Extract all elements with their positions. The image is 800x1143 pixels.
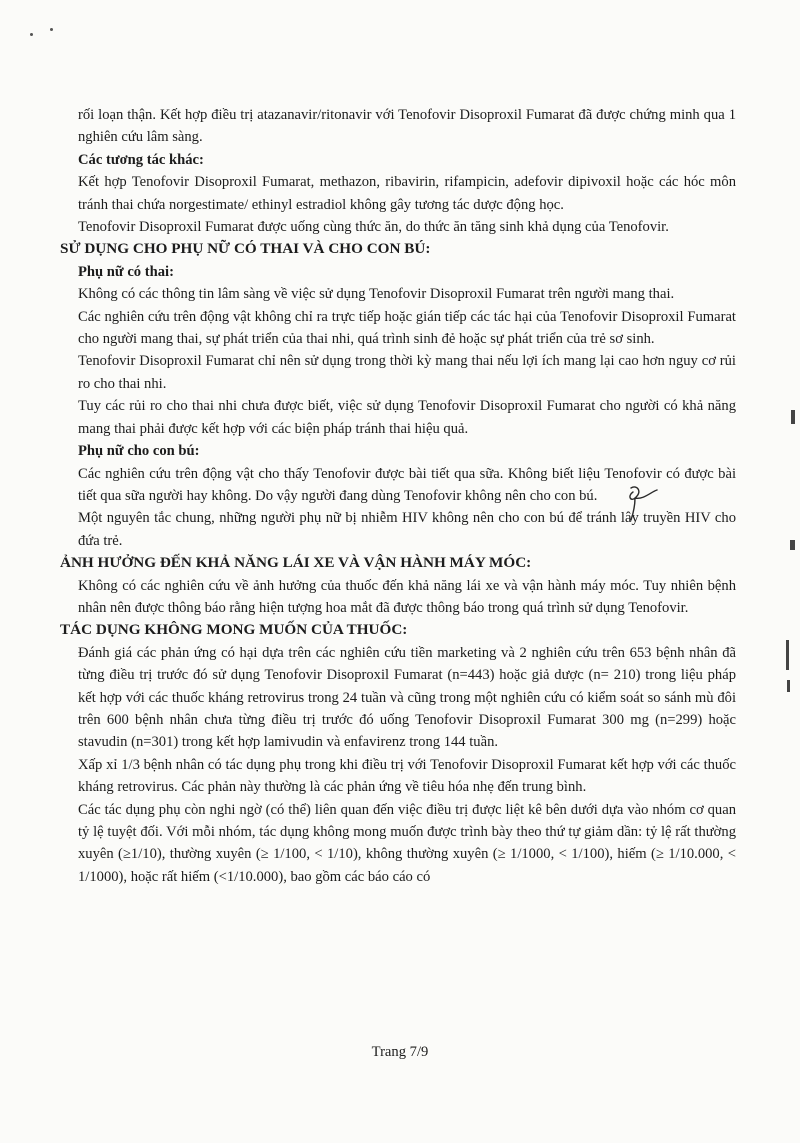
driving-section-heading: ẢNH HƯỞNG ĐẾN KHẢ NĂNG LÁI XE VÀ VẬN HÀNH MÁY MÓC: (60, 554, 532, 572)
breastfeeding-heading: Phụ nữ cho con bú: (78, 443, 200, 460)
breastfeeding-paragraph: Một nguyên tắc chung, những người phụ nữ bị nhiễm HIV không nên cho con bú để tránh lây truyền HIV cho đứa trẻ. (78, 510, 736, 549)
pregnant-women-heading: Phụ nữ có thai: (78, 263, 174, 280)
scan-edge-mark (790, 540, 795, 550)
scan-speck (30, 33, 33, 36)
scan-edge-mark (787, 680, 790, 692)
pregnant-women-paragraph: Không có các thông tin lâm sàng về việc sử dụng Tenofovir Disoproxil Fumarat trên người mang thai. (78, 286, 675, 303)
adverse-effects-heading: TÁC DỤNG KHÔNG MONG MUỐN CỦA THUỐC: (60, 621, 408, 639)
pregnant-women-paragraph: Tenofovir Disoproxil Fumarat chỉ nên sử dụng trong thời kỳ mang thai nếu lợi ích mang lại cao hơn nguy cơ rủi ro cho thai nhi. (78, 353, 736, 392)
pregnant-women-paragraph: Các nghiên cứu trên động vật không chỉ ra trực tiếp hoặc gián tiếp các tác hại của Tenofovir Disoproxil Fumarat cho người mang thai, sự phát triển của thai nhi, quá trình sinh đẻ hoặc sự phát triển của trẻ sơ sinh. (78, 308, 736, 348)
adverse-effects-paragraph: Các tác dụng phụ còn nghi ngờ (có thể) liên quan đến việc điều trị được liệt kê bên dưới dựa vào nhóm cơ quan tỷ lệ tuyệt đối. Với mỗi nhóm, tác dụng không mong muốn được trình bày theo thứ tự giảm dần: tỷ lệ rất thường xuyên (≥1/10), thường xuyên (≥ 1/100, < 1/10), không thường xuyên (≥ 1/1000, < 1/100), hiếm (≥ 1/10.000, < 1/1000), hoặc rất hiếm (<1/10.000), bao gồm các báo cáo có (78, 801, 736, 885)
adverse-effects-paragraph: Xấp xỉ 1/3 bệnh nhân có tác dụng phụ trong khi điều trị với Tenofovir Disoproxil Fumarat kết hợp với các thuốc kháng retrovirus. Các phản này thường là các phản ứng về tiêu hóa nhẹ đến trung bình. (78, 756, 736, 796)
driving-paragraph: Không có các nghiên cứu về ảnh hưởng của thuốc đến khả năng lái xe và vận hành máy móc. Tuy nhiên bệnh nhân nên được thông báo rằng hiện tượng hoa mắt đã được thông báo trong quá trình sử dụng Tenofovir. (78, 577, 736, 616)
other-interactions-paragraph: Tenofovir Disoproxil Fumarat được uống cùng thức ăn, do thức ăn tăng sinh khả dụng của Tenofovir. (78, 219, 669, 236)
scan-speck (50, 28, 53, 31)
pregnancy-section-heading: SỬ DỤNG CHO PHỤ NỮ CÓ THAI VÀ CHO CON BÚ: (60, 240, 431, 258)
initials-signature (623, 484, 663, 524)
other-interactions-heading: Các tương tác khác: (78, 151, 204, 168)
breastfeeding-paragraph: Các nghiên cứu trên động vật cho thấy Tenofovir được bài tiết qua sữa. Không biết liệu Tenofovir có được bài tiết qua sữa người hay không. Do vậy người đang dùng Tenofovir không nên cho con bú. (78, 465, 736, 504)
scan-edge-mark (786, 640, 789, 670)
intro-paragraph: rối loạn thận. Kết hợp điều trị atazanavir/ritonavir với Tenofovir Disoproxil Fumarat đã được chứng minh qua 1 nghiên cứu lâm sàng. (78, 107, 736, 146)
other-interactions-paragraph: Kết hợp Tenofovir Disoproxil Fumarat, methazon, ribavirin, rifampicin, adefovir dipivoxil hoặc các hóc môn tránh thai chứa norgestimate/ ethinyl estradiol không gây tương tác dược động học. (78, 174, 736, 213)
page-number: Trang 7/9 (371, 1044, 429, 1060)
pregnant-women-paragraph: Tuy các rủi ro cho thai nhi chưa được biết, việc sử dụng Tenofovir Disoproxil Fumarat cho người có khả năng mang thai phải được kết hợp với các biện pháp tránh thai hiệu quả. (78, 398, 736, 437)
scan-edge-mark (791, 410, 795, 424)
adverse-effects-paragraph: Đánh giá các phản ứng có hại dựa trên các nghiên cứu tiền marketing và 2 nghiên cứu trên 653 bệnh nhân đã từng điều trị trước đó sử dụng Tenofovir Disoproxil Fumarat (n=443) hoặc giả dược (n= 210) trong liệu pháp kết hợp với các thuốc kháng retrovirus trong 24 tuần và cũng trong một nghiên cứu có kiểm soát so sánh mù đôi trên 600 bệnh nhân chưa từng điều trị trước đó uống Tenofovir Disoproxil Fumarat 300 mg (n=299) hoặc stavudin (n=301) trong kết hợp lamivudin và enfavirenz trong 144 tuần. (78, 644, 736, 751)
